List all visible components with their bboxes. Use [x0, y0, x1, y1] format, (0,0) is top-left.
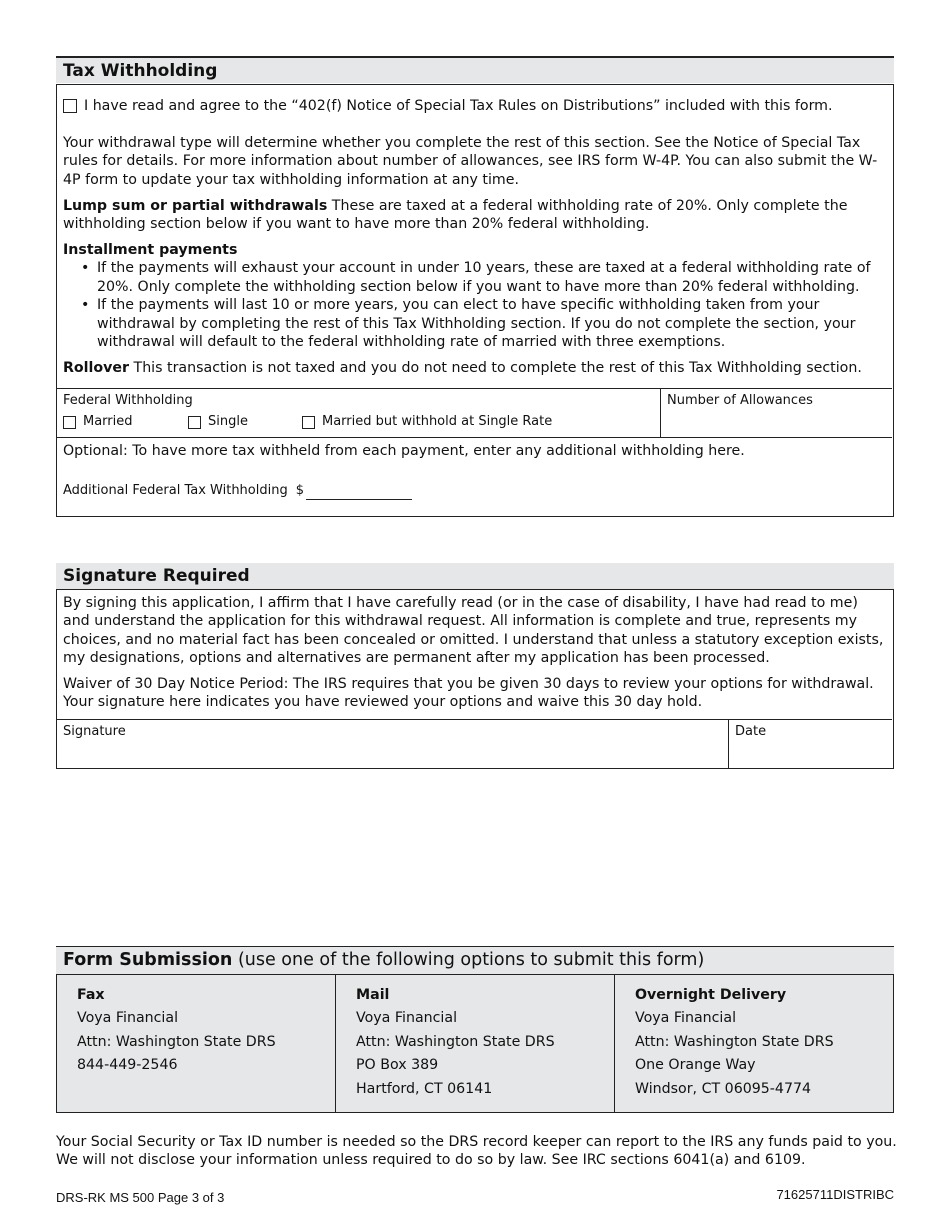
lump-sum-paragraph: [63, 197, 889, 234]
signature-heading: Signature Required: [56, 563, 894, 590]
submission-subtitle: (use one of the following options to submit this form): [232, 950, 705, 970]
mail-column: [335, 975, 614, 1112]
overnight-line: Windsor, CT 06095-4774: [635, 1080, 812, 1097]
agree-text: I have read and agree to the “402(f) Notice of Special Tax Rules on Distributions” included with this form.: [84, 98, 833, 114]
document-code: 71625711DISTRIBC: [776, 1187, 894, 1202]
tax-withholding-section: [56, 84, 894, 517]
tax-withholding-heading: Tax Withholding: [56, 56, 894, 83]
currency-symbol: $: [295, 483, 305, 498]
overnight-line: Voya Financial: [635, 1010, 737, 1027]
additional-withholding: [63, 482, 412, 500]
option-label: Single: [208, 414, 248, 429]
mail-line: Hartford, CT 06141: [356, 1080, 493, 1097]
privacy-note: Your Social Security or Tax ID number is needed so the DRS record keeper can report to the IRS any funds paid to you. We will not disclose your information unless required to do so by law. See IRC sections 6041(a) and 6109.: [56, 1134, 897, 1169]
option-married[interactable]: [63, 413, 188, 431]
allowances-label: Number of Allowances: [667, 393, 813, 408]
rollover-paragraph: [63, 359, 889, 377]
withdrawal-intro: Your withdrawal type will determine whether you complete the rest of this section. See the Notice of Special Tax rules for details. For more information about number of allowances, see IRS form W-4P. You can also submit the W-4P form to update your tax withholding information at any time.: [63, 135, 878, 188]
signature-row: [57, 719, 892, 768]
list-item: • If the payments will exhaust your account in under 10 years, these are taxed at a federal withholding rate of 20%. Only complete the withholding section below if you want to have more than 20% federal withholding.: [81, 259, 889, 296]
single-checkbox[interactable]: [188, 416, 201, 429]
affirm-text: By signing this application, I affirm that I have carefully read (or in the case of disability, I have had read to me) and understand the application for this withdrawal request. All information is complete and true, represents my choices, and no material fact has been concealed or omitted. I understand that unless a statutory exception exists, my designations, options and alternatives are permanent after my application has been processed.: [63, 595, 884, 667]
fax-column: [57, 975, 335, 1112]
submission-title: Form Submission: [63, 950, 233, 970]
overnight-line: One Orange Way: [635, 1057, 756, 1074]
lump-sum-text: These are taxed at a federal withholding rate of 20%. Only complete the withholding section below if you want to have more than 20% federal withholding.: [63, 198, 848, 233]
lump-sum-heading: Lump sum or partial withdrawals: [63, 198, 328, 214]
option-label: Married but withhold at Single Rate: [322, 414, 553, 429]
agree-row: [63, 97, 832, 115]
mail-line: Voya Financial: [356, 1010, 458, 1027]
mail-heading: Mail: [356, 987, 390, 1003]
waiver-text: Waiver of 30 Day Notice Period: The IRS requires that you be given 30 days to review your options for withdrawal. Your signature here indicates you have reviewed your options and waive this 30 day hold.: [63, 676, 874, 711]
optional-withholding-row: [57, 437, 892, 515]
agree-checkbox[interactable]: [63, 99, 77, 113]
rollover-heading: Rollover: [63, 360, 130, 376]
signature-label: Signature: [63, 724, 126, 739]
federal-withholding-label: Federal Withholding: [63, 393, 193, 408]
filing-status-options: [63, 413, 552, 431]
married-single-rate-checkbox[interactable]: [302, 416, 315, 429]
optional-text: Optional: To have more tax withheld from each payment, enter any additional withholding here.: [63, 443, 745, 459]
installment-list: [81, 259, 889, 351]
option-single[interactable]: [188, 413, 302, 431]
signature-section: [56, 589, 894, 769]
additional-amount-field[interactable]: [306, 486, 412, 500]
installment-block: [63, 241, 889, 351]
overnight-column: [614, 975, 893, 1112]
fax-heading: Fax: [77, 987, 105, 1003]
form-id: DRS-RK MS 500 Page 3 of 3: [56, 1190, 225, 1205]
option-married-single-rate[interactable]: [302, 413, 552, 431]
signature-field[interactable]: [57, 720, 729, 768]
date-label: Date: [735, 724, 767, 739]
federal-withholding-row: [57, 388, 892, 438]
list-item: • If the payments will last 10 or more years, you can elect to have specific withholding taken from your withdrawal by completing the rest of this Tax Withholding section. If you do not complete the section, your withdrawal will default to the federal withholding rate of married with three exemptions.: [81, 296, 889, 351]
overnight-line: Attn: Washington State DRS: [635, 1033, 834, 1050]
mail-line: Attn: Washington State DRS: [356, 1033, 555, 1050]
additional-label: Additional Federal Tax Withholding: [63, 483, 288, 498]
married-checkbox[interactable]: [63, 416, 76, 429]
submission-heading: [56, 946, 894, 975]
fax-number: 844-449-2546: [77, 1057, 178, 1074]
federal-withholding-cell: [57, 389, 661, 438]
overnight-heading: Overnight Delivery: [635, 987, 787, 1003]
fax-line: Voya Financial: [77, 1010, 179, 1027]
option-label: Married: [83, 414, 133, 429]
mail-line: PO Box 389: [356, 1057, 439, 1074]
rollover-text: This transaction is not taxed and you do not need to complete the rest of this Tax Withholding section.: [129, 360, 862, 376]
fax-line: Attn: Washington State DRS: [77, 1033, 276, 1050]
submission-options: [56, 974, 894, 1113]
installment-heading: Installment payments: [63, 242, 238, 258]
